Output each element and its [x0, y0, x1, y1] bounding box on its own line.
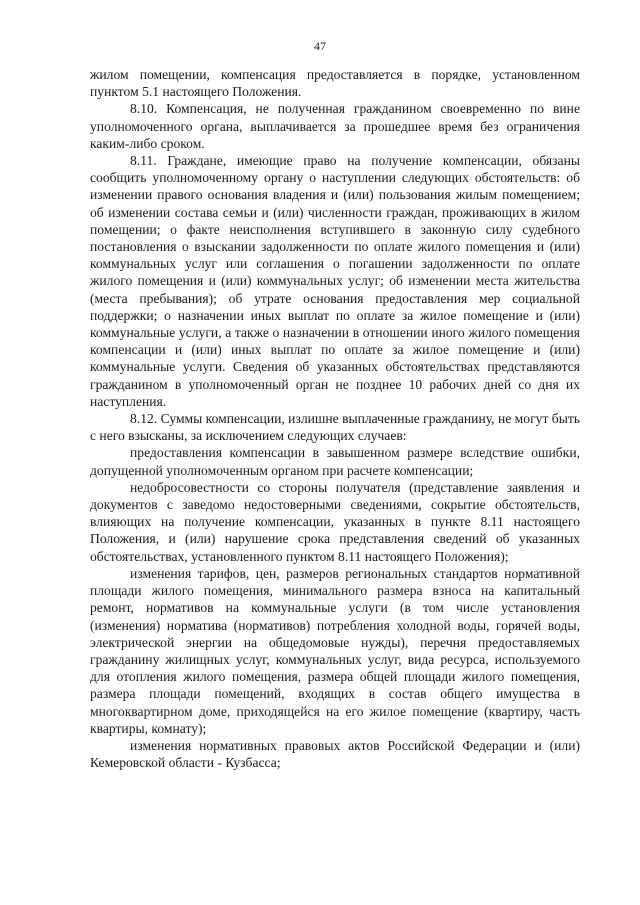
paragraph-8-10: 8.10. Компенсация, не полученная гражданином своевременно по вине уполномоченного органа, выплачивается за прошедшее время без ограничения каким-либо сроком.	[90, 101, 580, 151]
paragraph-case-legal-acts-change: изменения нормативных правовых актов Российской Федерации и (или) Кемеровской области - Кузбасса;	[90, 737, 580, 771]
page-number: 47	[314, 39, 326, 53]
paragraph-continuation: жилом помещении, компенсация предоставляется в порядке, установленном пунктом 5.1 настоящего Положения.	[90, 67, 580, 100]
paragraph-8-12: 8.12. Суммы компенсации, излишне выплаченные гражданину, не могут быть с него взысканы, за исключением следующих случаев:	[90, 411, 580, 444]
paragraph-8-11: 8.11. Граждане, имеющие право на получение компенсации, обязаны сообщить уполномоченному органу о наступлении следующих обстоятельств: об изменении правого основания владения и (или) пользования жилым помещением; об изменении состава семьи и (или) численности граждан, проживающих в жилом помещении; о факте неисполнения вступившего в законную силу судебного постановления о взыскании задолженности по оплате жилого помещения и (или) коммунальных услуг или соглашения о погашении задолженности по оплате жилого помещения и (или) коммунальных услуг; об изменении места жительства (места пребывания); об утрате основания предоставления мер социальной поддержки; о назначении иных выплат по оплате за жилое помещение и (или) коммунальные услуги, а также о назначении в отношении иного жилого помещения компенсации и (или) иных выплат по оплате за жилое помещение и (или) коммунальные услуги. Сведения об указанных обстоятельствах представляются гражданином в уполномоченный орган не позднее 10 рабочих дней со дня их наступления.	[90, 153, 580, 409]
paragraph-case-tariff-change: изменения тарифов, цен, размеров региональных стандартов нормативной площади жилого помещения, минимального размера взноса на капитальный ремонт, нормативов на коммунальные услуги (в том числе установления (изменения) норматива (нормативов) потребления холодной воды, горячей воды, электрической энергии на общедомовые нужды), перечня предоставляемых гражданину жилищных услуг, коммунальных услуг, вида ресурса, используемого для отопления жилого помещения, размера общей площади жилого помещения, размера площади помещений, входящих в состав общего имущества в многоквартирном доме, приходящейся на его жилое помещение (квартиру, часть квартиры, комнату);	[90, 565, 580, 736]
paragraph-case-overpayment-error: предоставления компенсации в завышенном размере вследствие ошибки, допущенной уполномоченным органом при расчете компенсации;	[90, 445, 580, 478]
document-body	[90, 66, 580, 771]
paragraph-case-bad-faith: недобросовестности со стороны получателя (представление заявления и документов с заведомо недостоверными сведениями, сокрытие обстоятельств, влияющих на получение компенсации, указанных в пункте 8.11 настоящего Положения, и (или) нарушение срока представления сведений об указанных обстоятельствах, установленного пунктом 8.11 настоящего Положения);	[90, 479, 580, 564]
